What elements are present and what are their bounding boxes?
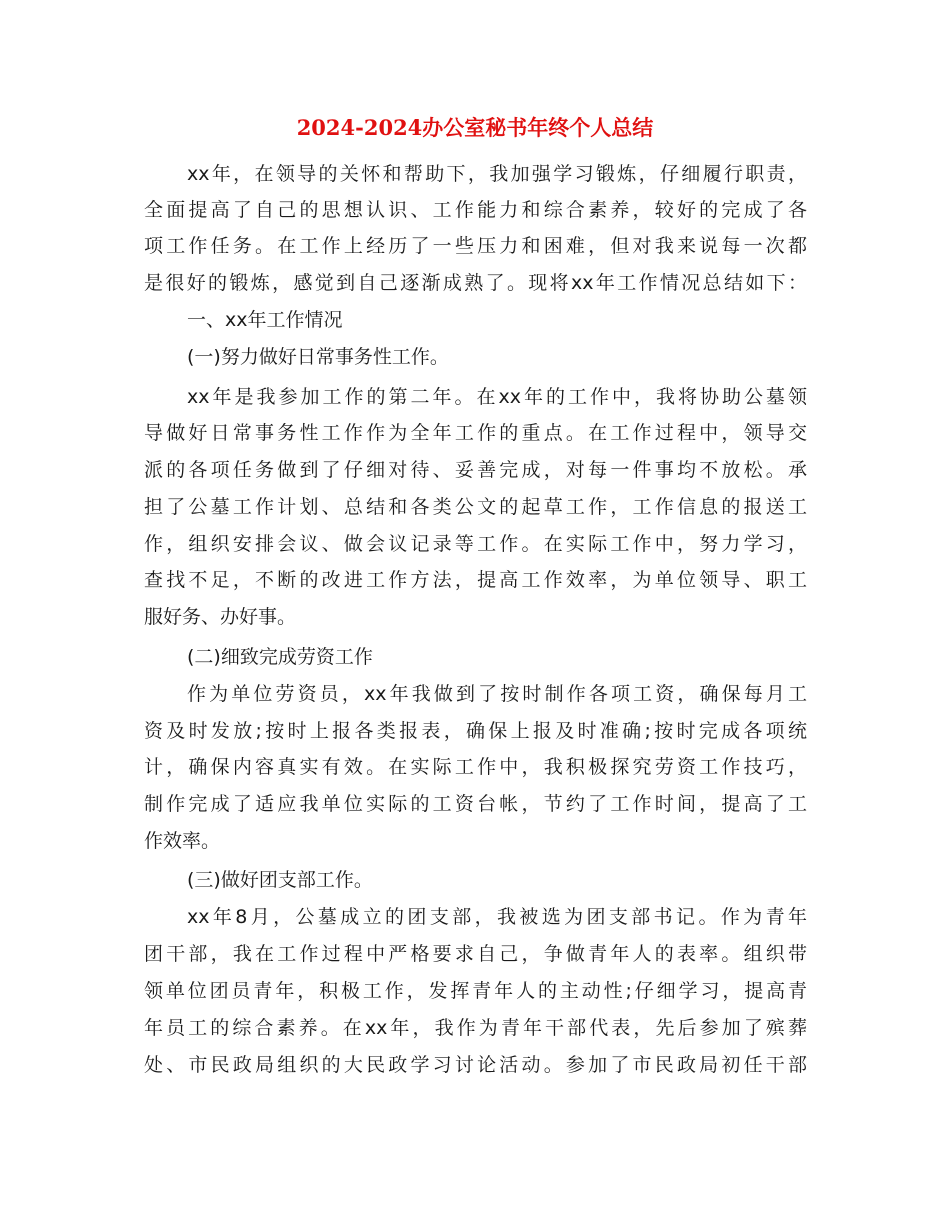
paragraph-line: 处、市民政局组织的大民政学习讨论活动。参加了市民政局初任干部 (144, 1054, 807, 1076)
paragraph-line: 作为单位劳资员，xx年我做到了按时制作各项工资，确保每月工 (187, 683, 807, 705)
paragraph-line: 团干部，我在工作过程中严格要求自己，争做青年人的表率。组织带 (144, 943, 807, 965)
paragraph-line: 项工作任务。在工作上经历了一些压力和困难，但对我来说每一次都 (144, 235, 807, 257)
subsection-heading: (二)细致完成劳资工作 (187, 646, 373, 668)
paragraph-line: xx年是我参加工作的第二年。在xx年的工作中，我将协助公墓领 (187, 386, 807, 408)
paragraph-line: 作效率。 (144, 830, 221, 852)
paragraph-line: 资及时发放;按时上报各类报表，确保上报及时准确;按时完成各项统 (144, 720, 807, 742)
paragraph-line: xx年，在领导的关怀和帮助下，我加强学习锻炼，仔细履行职责， (187, 163, 807, 185)
paragraph-line: 年员工的综合素养。在xx年，我作为青年干部代表，先后参加了殡葬 (144, 1017, 807, 1039)
document-title: 2024-2024办公室秘书年终个人总结 (296, 115, 654, 140)
paragraph-line: 查找不足，不断的改进工作方法，提高工作效率，为单位领导、职工 (144, 569, 807, 591)
subsection-heading: (一)努力做好日常事务性工作。 (187, 346, 449, 368)
section-heading: 一、xx年工作情况 (187, 309, 343, 331)
paragraph-line: 是很好的锻炼，感觉到自己逐渐成熟了。现将xx年工作情况总结如下： (144, 272, 807, 294)
paragraph-line: 导做好日常事务性工作作为全年工作的重点。在工作过程中，领导交 (144, 422, 807, 444)
paragraph-line: 制作完成了适应我单位实际的工资台帐，节约了工作时间，提高了工 (144, 793, 807, 815)
paragraph-line: 计，确保内容真实有效。在实际工作中，我积极探究劳资工作技巧， (144, 756, 807, 778)
paragraph-line: 作，组织安排会议、做会议记录等工作。在实际工作中，努力学习， (144, 533, 807, 555)
subsection-heading: (三)做好团支部工作。 (187, 869, 373, 891)
paragraph-line: xx年8月，公墓成立的团支部，我被选为团支部书记。作为青年 (187, 906, 807, 928)
paragraph-line: 担了公墓工作计划、总结和各类公文的起草工作，工作信息的报送工 (144, 496, 807, 518)
paragraph-line: 领单位团员青年，积极工作，发挥青年人的主动性;仔细学习，提高青 (144, 980, 807, 1002)
paragraph-line: 全面提高了自己的思想认识、工作能力和综合素养，较好的完成了各 (144, 199, 807, 221)
paragraph-line: 服好务、办好事。 (144, 606, 297, 628)
paragraph-line: 派的各项任务做到了仔细对待、妥善完成，对每一件事均不放松。承 (144, 459, 807, 481)
